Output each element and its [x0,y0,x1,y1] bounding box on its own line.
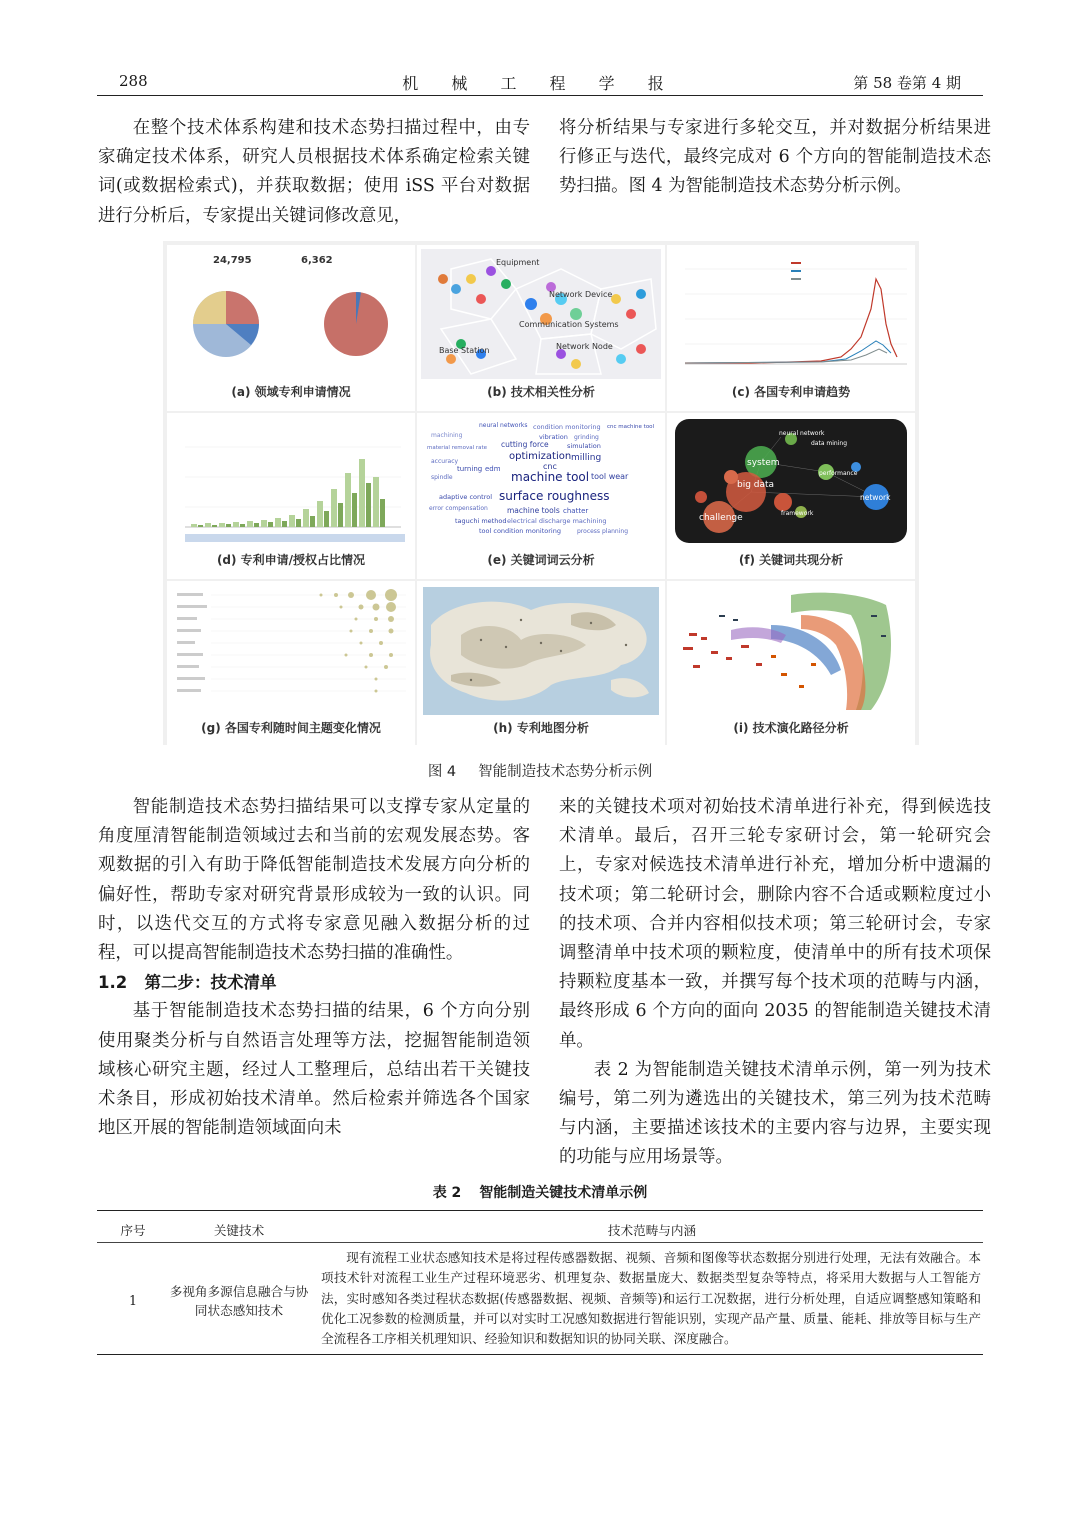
column-left-top [98,114,530,231]
word: cnc [543,462,557,471]
word: vibration [539,433,568,441]
table-2 [97,1210,983,1355]
journal-title: 机 械 工 程 学 报 [402,74,678,93]
page-header [97,68,983,96]
panel-caption: (c) 各国专利申请趋势 [731,385,851,399]
figure-caption [0,760,1080,781]
bar-chart-image [171,417,411,547]
word: turning [457,465,483,473]
paragraph: 表 2 为智能制造关键技术清单示例，第一列为技术编号，第二列为遴选出的关键技术，第三列为技术范畴与内涵，主要描述该技术的主要内容与边界，主要实现的功能与应用场景等。 [559,1059,991,1168]
word: Base Station [439,346,490,355]
word: cutting force [501,440,549,449]
column-left-bottom [98,793,530,1143]
volume-issue: 第 58 卷第 4 期 [853,74,961,92]
page-number: 288 [119,72,148,90]
panel-d [167,413,415,579]
word: data mining [811,440,848,447]
panel-caption: (h) 专利地图分析 [493,721,589,735]
word: neural network [779,430,825,437]
word: error compensation [429,505,488,512]
panel-a [167,245,415,411]
word: performance [819,470,858,477]
paragraph: 基于智能制造技术态势扫描的结果，6 个方向分别使用聚类分析与自然语言处理等方法，挖掘智能制造领域核心研究主题，经过人工整理后，总结出若干关键技术条目，形成初始技术清单。然后检索并筛选各个国家地区开展的智能制造领域面向未 [98,1001,530,1139]
word: machine tools [507,506,560,515]
column-right-bottom [559,793,991,1173]
figure-4 [163,241,919,745]
section-title: 第二步：技术清单 [144,973,277,993]
word: neural networks [479,422,528,429]
column-right-top [559,114,991,202]
word: surface roughness [499,489,610,503]
panel-caption: (g) 各国专利随时间主题变化情况 [201,721,381,735]
section-heading [98,968,530,997]
panel-caption: (f) 关键词共现分析 [738,553,844,567]
paragraph: 智能制造技术态势扫描结果可以支撑专家从定量的角度厘清智能制造领域过去和当前的宏观发展态势。客观数据的引入有助于降低智能制造技术发展方向分析的偏好性，帮助专家对研究背景形成较为一致的认识。同时，以迭代交互的方式将专家意见融入数据分析的过程，可以提高智能制造技术态势扫描的准确性。 [98,797,530,964]
panel-caption: (d) 专利申请/授权占比情况 [216,553,366,567]
word: electrical discharge machining [507,517,607,525]
table-title: 智能制造关键技术清单示例 [479,1185,648,1201]
word: big data [737,480,775,490]
header-cell-id: 序号 [120,1223,146,1238]
panel-b [417,245,665,411]
word: material removal rate [427,445,488,451]
word: Network Node [556,342,613,351]
cell-tech: 多视角多源信息融合与协同状态感知技术 [169,1284,309,1318]
table-row [97,1243,983,1354]
panel-caption: (e) 关键词词云分析 [487,553,595,567]
patent-map-image [421,585,661,715]
word: Equipment [496,258,540,267]
evolution-path-image [671,585,911,715]
word: adaptive control [439,493,493,501]
panel-e [417,413,665,579]
word: simulation [567,442,601,450]
word: process planning [577,528,628,535]
word: taguchi method [455,517,507,525]
cell-id: 1 [128,1293,137,1308]
word: tool wear [591,472,629,481]
correlation-network-image [421,249,661,379]
word: edm [485,465,501,473]
table-header-row [97,1211,983,1243]
word: Network Device [549,290,613,299]
word: milling [571,453,602,463]
panel-c [667,245,915,411]
word-cloud-image [421,417,661,547]
panel-caption: (b) 技术相关性分析 [487,385,595,399]
word: accuracy [431,458,459,465]
bubble-timeline-image [171,585,411,715]
header-cell-tech: 关键技术 [213,1223,265,1238]
figure-label: 图 4 [427,764,457,780]
word: chatter [563,507,589,515]
section-number: 1.2 [98,973,128,993]
header-cell-desc: 技术范畴与内涵 [607,1223,697,1238]
pie-charts-image [171,249,411,379]
table-caption [0,1182,1080,1202]
word: spindle [431,474,453,481]
cooccurrence-network-image [671,417,911,547]
figure-title: 智能制造技术态势分析示例 [478,764,653,780]
stat2-label: 6,362 [301,255,333,266]
panel-caption: (i) 技术演化路径分析 [733,721,849,735]
word: grinding [574,434,599,441]
cell-desc: 现有流程工业状态感知技术是将过程传感器数据、视频、音频和图像等状态数据分别进行处理，无法有效融合。本项技术针对流程工业生产过程环境恶劣、机理复杂、数据量庞大、数据类型复杂等特点，将采用大数据与人工智能方法，实时感知各类过程状态数据(传感器数据、视频、音频等)和运行工况数据，进行分析处理，自适应调整感知策略和优化工况参数的检测质量，并可以对实时工况感知数据进行智能识别，实现产品产量、质量、能耗、排放等目标与生产全流程各工序相关机理知识、经验知识和数据知识的协同关联、深度融合。 [321,1250,981,1347]
word: tool condition monitoring [479,527,561,535]
word: system [747,458,780,468]
table-label: 表 2 [432,1185,462,1201]
panel-g [167,581,415,747]
word: challenge [699,513,743,523]
panel-h [417,581,665,747]
word: network [860,493,891,502]
panel-caption: (a) 领域专利申请情况 [231,385,351,399]
trend-lines-image [671,249,911,379]
word: machine tool [511,470,590,484]
stat1-label: 24,795 [213,255,252,266]
paragraph: 在整个技术体系构建和技术态势扫描过程中，由专家确定技术体系，研究人员根据技术体系确定检索关键词(或数据检索式)，并获取数据；使用 iSS 平台对数据进行分析后，专家提出关键词修改意见， [98,118,530,226]
paragraph: 来的关键技术项对初始技术清单进行补充，得到候选技术清单。最后，召开三轮专家研讨会，第一轮研究会上，专家对候选技术清单进行补充，增加分析中遗漏的技术项；第二轮研讨会，删除内容不合适或颗粒度过小的技术项、合并内容相似技术项；第三轮研讨会，专家调整清单中技术项的颗粒度，使清单中的所有技术项保持颗粒度基本一致，并撰写每个技术项的范畴与内涵，最终形成 6 个方向的面向 2035 的智能制造关键技术清单。 [559,797,991,1051]
word: condition monitoring [533,423,601,431]
panel-f [667,413,915,579]
paragraph: 将分析结果与专家进行多轮交互，并对数据分析结果进行修正与迭代，最终完成对 6 个方向的智能制造技术态势扫描。图 4 为智能制造技术态势分析示例。 [559,118,991,197]
word: framework [781,510,814,517]
word: cnc machine tool [607,424,655,430]
word: machining [431,432,463,439]
panel-i [667,581,915,747]
word: Communication Systems [519,320,619,329]
word: optimization [509,451,572,462]
